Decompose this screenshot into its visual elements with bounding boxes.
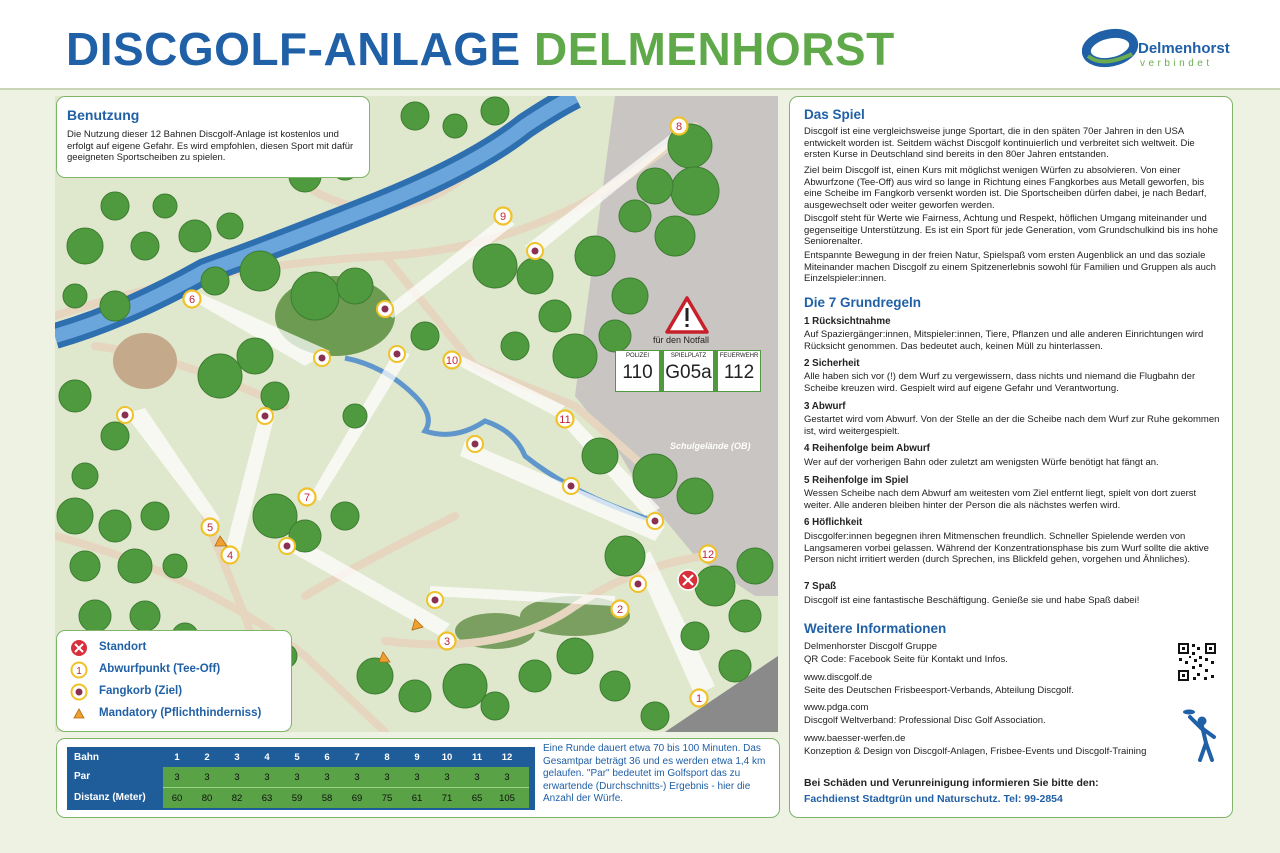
emergency-label: für den Notfall [653, 335, 710, 345]
tee-marker [612, 601, 629, 618]
par-cell: 3 [204, 772, 210, 783]
info-link[interactable]: www.pdga.com [804, 702, 869, 713]
rule-text: Auf Spaziergänger:innen, Mitspieler:innen, Tiere, Pflanzen und alle anderen Einrichtungen wird Rücksicht genommen. Das bedeutet auch, keinen Müll zu hinterlassen. [804, 329, 1204, 352]
distance-cell: 58 [321, 793, 333, 804]
legend-label: Standort [99, 641, 147, 653]
usage-heading: Benutzung [67, 107, 140, 123]
tee-marker [222, 547, 239, 564]
tee-marker [700, 546, 717, 563]
emergency-number: G05a [665, 362, 712, 383]
info-line: Delmenhorster Discgolf Gruppe [804, 641, 938, 652]
basket-icon [279, 538, 295, 554]
game-paragraph: Discgolf steht für Werte wie Fairness, Achtung und Respekt, höflichen Umgang miteinander und gegenseitige Unterstützung. Es ist ein Sport für jede Generation, vom Grundschulkind bis ins hohe Seniorenalter. [804, 213, 1219, 248]
rule-title: 2 Sicherheit [804, 358, 860, 369]
damage-notice: Bei Schäden und Verunreinigung informieren Sie bitte den: [804, 777, 1099, 789]
disc-thrower-icon [1180, 707, 1220, 762]
basket-icon [314, 350, 330, 366]
emergency-police [616, 351, 659, 391]
rule-text: Gestartet wird vom Abwurf. Von der Stelle an der die Scheibe nach dem Wurf zur Ruhe gekommen ist, wird weitergespielt. [804, 414, 1220, 437]
basket-icon [527, 243, 543, 259]
info-panel [789, 96, 1233, 818]
par-cell: 3 [384, 772, 390, 783]
basket-icon [257, 408, 273, 424]
rule-title: 6 Höflichkeit [804, 517, 863, 528]
distance-cell: 75 [381, 793, 393, 804]
rule-title: 4 Reihenfolge beim Abwurf [804, 443, 930, 454]
rule-text: Discgolf ist eine fantastische Beschäftigung. Genieße sie und habe Spaß dabei! [804, 595, 1140, 606]
hole-number-cell: 6 [324, 752, 330, 763]
rule-text: Wer auf der vorherigen Bahn oder zuletzt am wenigsten Würfe benötigt hat fängt an. [804, 457, 1159, 468]
par-cell: 3 [264, 772, 270, 783]
hole-number: 1 [695, 693, 703, 705]
rule-text: Discgolfer:innen begegnen ihren Mitmenschen freundlich. Schneller Spielende werden von Langsameren vorbei gelassen. Während der Konzentrationsphase bis zum Wurf sollte die aktive Person nicht irritiert werden (durch Sprechen, ins Blickfeld gehen, vorgehen und Ähnliches). [804, 531, 1209, 566]
svg-text:1: 1 [76, 666, 82, 677]
page-title [66, 22, 895, 76]
tee-icon [69, 661, 89, 679]
hole-number: 11 [559, 414, 571, 426]
basket-icon [377, 301, 393, 317]
location-x-icon [69, 639, 89, 657]
hole-number: 10 [445, 355, 459, 367]
distance-cell: 59 [291, 793, 303, 804]
hole-number-cell: 12 [501, 752, 513, 763]
tee-marker [671, 118, 688, 135]
info-line: Seite des Deutschen Frisbeesport-Verbands, Abteilung Discgolf. [804, 685, 1074, 696]
hole-number-cell: 2 [204, 752, 210, 763]
basket-icon [630, 576, 646, 592]
basket-icon [563, 478, 579, 494]
title-part-2: DELMENHORST [533, 23, 895, 75]
par-cell: 3 [174, 772, 180, 783]
hole-number-cell: 9 [414, 752, 420, 763]
rule-title: 7 Spaß [804, 581, 837, 592]
hole-number-cell: 3 [234, 752, 240, 763]
rule-title: 1 Rücksichtnahme [804, 316, 891, 327]
hole-number: 7 [303, 492, 311, 504]
par-cell: 3 [324, 772, 330, 783]
par-cell: 3 [474, 772, 480, 783]
rules-heading: Die 7 Grundregeln [804, 295, 922, 310]
rule-text: Wessen Scheibe nach dem Abwurf am weitesten vom Ziel entfernt liegt, spielt von dort zuerst weiter. Alle anderen bleiben hinter der Person die als nächstes werfen wird. [804, 488, 1197, 511]
row-label-bahn: Bahn [74, 752, 99, 763]
plaza [113, 333, 177, 389]
emergency-number: 112 [723, 362, 755, 383]
tee-marker [299, 489, 316, 506]
par-cell: 3 [444, 772, 450, 783]
basket-icon [467, 436, 483, 452]
par-cell: 3 [294, 772, 300, 783]
basket-icon [389, 346, 405, 362]
distance-cell: 63 [261, 793, 273, 804]
distance-cell: 69 [351, 793, 363, 804]
hole-number: 5 [206, 522, 214, 534]
hole-number: 12 [701, 549, 715, 561]
legend-label: Mandatory (Pflichthinderniss) [99, 707, 262, 719]
tee-marker [202, 519, 219, 536]
location-x-icon [678, 570, 698, 590]
basket-icon [427, 592, 443, 608]
hole-number-cell: 10 [441, 752, 453, 763]
hole-number: 9 [499, 211, 507, 223]
distance-cell: 105 [499, 793, 515, 804]
tee-marker [184, 291, 201, 308]
logo-name: Delmenhorst [1138, 40, 1230, 57]
emergency-fire [718, 351, 760, 391]
hole-number-cell: 1 [174, 752, 180, 763]
tee-marker [691, 690, 708, 707]
emergency-caption: SPIELPLATZ [670, 353, 707, 359]
usage-text: Die Nutzung dieser 12 Bahnen Discgolf-Anlage ist kostenlos und erfolgt auf eigene Gefahr. Es wird empfohlen, diesen Sport mit dafür geeigneten Sportscheiben zu spielen. [67, 129, 354, 164]
hole-number: 6 [188, 294, 196, 306]
scorecard-table [67, 747, 535, 810]
hole-number: 4 [226, 550, 234, 562]
legend-label: Abwurfpunkt (Tee-Off) [99, 663, 221, 675]
round-info: Eine Runde dauert etwa 70 bis 100 Minuten. Das Gesamtpar beträgt 36 und es werden etwa 1,4 km gelaufen. "Par" bedeutet im Golfsport das zu erwartende (Durchschnitts-) Ergebnis - hier die Anzahl der Würfe. [543, 743, 766, 804]
legend-label: Fangkorb (Ziel) [99, 685, 183, 697]
distance-cell: 60 [171, 793, 183, 804]
hole-number-cell: 5 [294, 752, 300, 763]
tee-marker [444, 352, 461, 369]
hole-number-cell: 11 [471, 752, 483, 763]
hole-number: 2 [616, 604, 624, 616]
qr-code-icon[interactable] [1177, 642, 1217, 682]
info-link[interactable]: www.discgolf.de [804, 672, 873, 683]
distance-cell: 82 [231, 793, 243, 804]
rule-text: Alle haben sich vor (!) dem Wurf zu vergewissern, dass nichts und niemand die Flugbahn der Scheibe kreuzen wird. Gespielt wird auf eigene Gefahr und Verantwortung. [804, 371, 1196, 394]
logo-tagline: verbindet [1140, 58, 1213, 69]
hole-number-cell: 8 [384, 752, 390, 763]
game-paragraph: Ziel beim Discgolf ist, einen Kurs mit möglichst wenigen Würfen zu absolvieren. Von einer Abwurfzone (Tee-Off) aus wird so lange in Richtung eines Fangkorbes aus Metall geworfen, bis eine Scheibe im Fangkorb versenkt worden ist. Die Sportscheiben dürfen dabei, je nach Bedarf, ausgewechselt oder weiter geworfen werden. [804, 165, 1207, 211]
school-label: Schulgelände (OB) [670, 441, 751, 451]
header-bar [0, 0, 1280, 90]
par-cell: 3 [504, 772, 510, 783]
tee-marker [439, 633, 456, 650]
title-part-1: DISCGOLF-ANLAGE [66, 23, 521, 75]
rule-title: 5 Reihenfolge im Spiel [804, 475, 909, 486]
scorecard-panel [56, 738, 780, 818]
info-heading: Weitere Informationen [804, 621, 947, 636]
distance-cell: 65 [471, 793, 483, 804]
row-label-par: Par [74, 771, 91, 782]
emergency-numbers [615, 350, 761, 392]
contact-line: Fachdienst Stadtgrün und Naturschutz. Tel: 99-2854 [804, 793, 1063, 805]
basket-icon [117, 407, 133, 423]
game-paragraph: Discgolf ist eine vergleichsweise junge Sportart, die in den späten 70er Jahren in den USA entwickelt worden ist. Seitdem wächst Discgolf kontinuierlich und verbreitet sich weltweit. Die ersten Kurse in Deutschland sind bereits in den 80er Jahren entstanden. [804, 126, 1195, 161]
tee-marker [495, 208, 512, 225]
emergency-number: 110 [622, 362, 653, 383]
tee-marker [557, 411, 574, 428]
emergency-caption: POLIZEI [625, 353, 649, 359]
hole-number: 3 [443, 636, 451, 648]
emergency-playground [664, 351, 713, 391]
info-line: Konzeption & Design von Discgolf-Anlagen, Frisbee-Events und Discgolf-Training [804, 746, 1147, 757]
divider [163, 787, 529, 788]
mandatory-icon [69, 705, 89, 723]
basket-icon [69, 683, 89, 701]
par-cell: 3 [354, 772, 360, 783]
distance-cell: 61 [411, 793, 423, 804]
basket-icon [647, 513, 663, 529]
info-link[interactable]: www.baesser-werfen.de [804, 733, 906, 744]
distance-cell: 71 [441, 793, 453, 804]
info-line: QR Code: Facebook Seite für Kontakt und Infos. [804, 654, 1008, 665]
rule-title: 3 Abwurf [804, 401, 846, 412]
game-paragraph: Entspannte Bewegung in der freien Natur, Spielspaß vom ersten Augenblick an und das soziale Miteinander machen Discgolf zu einem Spitzenerlebnis sowohl für Familien und Gruppen als auch Einzelspieler:innen. [804, 250, 1216, 285]
hole-number: 8 [675, 121, 683, 133]
info-line: Discgolf Weltverband: Professional Disc Golf Association. [804, 715, 1046, 726]
row-label-distance: Distanz (Meter) [74, 792, 146, 803]
legend [56, 630, 292, 732]
par-cell: 3 [414, 772, 420, 783]
emergency-caption: FEUERWEHR [719, 353, 759, 359]
usage-card [56, 96, 370, 178]
hole-number-cell: 4 [264, 752, 270, 763]
par-cell: 3 [234, 772, 240, 783]
distance-cell: 80 [201, 793, 213, 804]
game-heading: Das Spiel [804, 107, 865, 122]
hole-number-cell: 7 [354, 752, 360, 763]
